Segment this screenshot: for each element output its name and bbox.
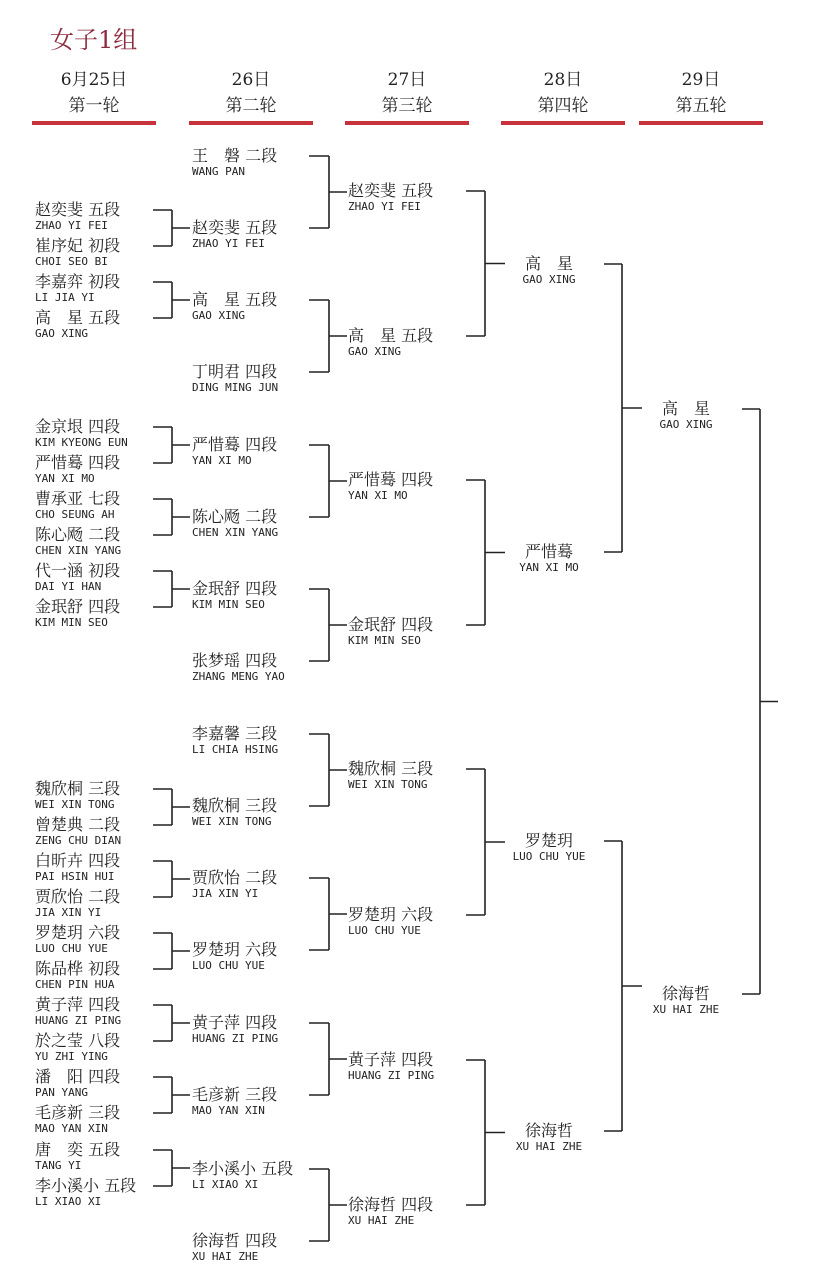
player-name-en: HUANG ZI PING: [348, 1069, 435, 1082]
round-name: 第一轮: [68, 96, 120, 116]
group-title: 女子1组: [50, 26, 138, 54]
player-name-cn: 张梦瑶 四段: [192, 651, 278, 670]
player-name-cn: 金京垠 四段: [35, 417, 121, 436]
player-name-en: ZENG CHU DIAN: [35, 834, 122, 847]
player-name-cn: 严惜蓦 四段: [35, 453, 121, 472]
player-name-en: LI CHIA HSING: [192, 743, 279, 756]
player-name-en: MAO YAN XIN: [192, 1104, 265, 1117]
player-name-en: ZHAO YI FEI: [348, 200, 421, 213]
player-name-en: CHEN XIN YANG: [192, 526, 279, 539]
player-name-en: WEI XIN TONG: [192, 815, 272, 828]
player-name-cn: 罗楚玥 六段: [192, 940, 278, 959]
player-name-en: KIM MIN SEO: [35, 616, 108, 629]
player-name-cn: 罗楚玥 六段: [35, 923, 121, 942]
player-name-en: YAN XI MO: [519, 561, 579, 574]
player-name-en: JIA XIN YI: [192, 887, 259, 900]
player-name-cn: 王 磐 二段: [192, 146, 278, 165]
player-name-en: YAN XI MO: [35, 472, 95, 485]
player-name-en: GAO XING: [659, 418, 713, 431]
round-date: 6月25日: [60, 70, 128, 90]
player-name-cn: 代一涵 初段: [35, 561, 121, 580]
player-name-cn: 李嘉弈 初段: [35, 272, 121, 291]
player-name-en: XU HAI ZHE: [348, 1214, 415, 1227]
player-name-cn: 毛彦新 三段: [192, 1085, 278, 1104]
player-name-cn: 於之莹 八段: [35, 1031, 121, 1050]
player-name-cn: 金珉舒 四段: [35, 597, 121, 616]
round-date: 27日: [387, 70, 427, 90]
player-name-cn: 赵奕斐 五段: [348, 181, 434, 200]
player-name-cn: 金珉舒 四段: [192, 579, 278, 598]
player-name-en: CHEN PIN HUA: [35, 978, 115, 991]
player-name-en: LI XIAO XI: [35, 1195, 102, 1208]
player-name-cn: 罗楚玥 六段: [348, 905, 434, 924]
player-name-en: TANG YI: [35, 1159, 82, 1172]
player-name-en: XU HAI ZHE: [652, 1003, 720, 1016]
player-name-cn: 徐海哲: [524, 1121, 573, 1140]
player-name-cn: 徐海哲 四段: [348, 1195, 434, 1214]
player-name-cn: 丁明君 四段: [192, 362, 278, 381]
player-name-en: XU HAI ZHE: [515, 1140, 583, 1153]
player-name-en: LUO CHU YUE: [512, 850, 586, 863]
player-name-en: ZHAO YI FEI: [192, 237, 265, 250]
round-name: 第五轮: [675, 96, 727, 116]
player-name-en: ZHAO YI FEI: [35, 219, 108, 232]
player-name-cn: 贾欣怡 二段: [192, 868, 278, 887]
player-name-cn: 严惜蓦 四段: [192, 435, 278, 454]
player-name-en: CHOI SEO BI: [35, 255, 108, 268]
player-name-en: PAN YANG: [35, 1086, 88, 1099]
player-name-cn: 严惜蓦 四段: [348, 470, 434, 489]
player-name-en: WEI XIN TONG: [348, 778, 428, 791]
player-name-en: GAO XING: [348, 345, 401, 358]
player-name-en: LI JIA YI: [35, 291, 95, 304]
player-name-cn: 陈心飏 二段: [192, 507, 278, 526]
player-name-cn: 曾楚典 二段: [35, 815, 121, 834]
player-name-cn: 陈心飏 二段: [35, 525, 121, 544]
player-name-en: WANG PAN: [192, 165, 245, 178]
player-name-cn: 赵奕斐 五段: [35, 200, 121, 219]
player-name-cn: 徐海哲: [661, 984, 710, 1003]
player-name-cn: 魏欣桐 三段: [192, 796, 278, 815]
round-name: 第四轮: [537, 96, 589, 116]
player-name-en: YAN XI MO: [348, 489, 408, 502]
player-name-en: HUANG ZI PING: [192, 1032, 279, 1045]
player-name-en: HUANG ZI PING: [35, 1014, 122, 1027]
player-name-cn: 高 星 五段: [35, 308, 121, 327]
player-name-cn: 徐海哲 四段: [192, 1231, 278, 1250]
player-name-cn: 陈品桦 初段: [35, 959, 121, 978]
round-date: 26日: [231, 70, 271, 90]
player-name-cn: 魏欣桐 三段: [35, 779, 121, 798]
player-name-cn: 毛彦新 三段: [35, 1103, 121, 1122]
player-name-en: LI XIAO XI: [192, 1178, 259, 1191]
player-name-en: DING MING JUN: [192, 381, 279, 394]
player-name-cn: 李小溪小 五段: [192, 1159, 294, 1178]
round-date: 28日: [543, 70, 583, 90]
player-name-en: PAI HSIN HUI: [35, 870, 115, 883]
player-name-cn: 罗楚玥: [524, 831, 573, 850]
player-name-en: CHEN XIN YANG: [35, 544, 122, 557]
player-name-en: MAO YAN XIN: [35, 1122, 108, 1135]
player-name-cn: 魏欣桐 三段: [348, 759, 434, 778]
player-name-cn: 严惜蓦: [524, 542, 573, 561]
player-name-cn: 白昕卉 四段: [35, 851, 121, 870]
player-name-cn: 高 星 五段: [348, 326, 434, 345]
player-name-cn: 金珉舒 四段: [348, 615, 434, 634]
player-name-cn: 高 星 五段: [192, 290, 278, 309]
player-name-en: ZHANG MENG YAO: [192, 670, 285, 683]
player-name-cn: 曹承亚 七段: [35, 489, 121, 508]
player-name-cn: 崔序妃 初段: [35, 236, 121, 255]
player-name-en: LUO CHU YUE: [35, 942, 108, 955]
player-name-en: GAO XING: [35, 327, 88, 340]
player-name-en: JIA XIN YI: [35, 906, 102, 919]
player-name-cn: 黄子萍 四段: [35, 995, 121, 1014]
player-name-en: KIM KYEONG EUN: [35, 436, 128, 449]
player-name-cn: 高 星: [661, 399, 710, 418]
player-name-en: LUO CHU YUE: [348, 924, 421, 937]
player-name-cn: 赵奕斐 五段: [192, 218, 278, 237]
player-name-en: KIM MIN SEO: [192, 598, 265, 611]
player-name-en: XU HAI ZHE: [192, 1250, 259, 1263]
player-name-cn: 潘 阳 四段: [35, 1067, 121, 1086]
player-name-cn: 黄子萍 四段: [192, 1013, 278, 1032]
round-name: 第三轮: [381, 96, 433, 116]
player-name-en: GAO XING: [192, 309, 245, 322]
player-name-en: GAO XING: [522, 273, 576, 286]
player-name-cn: 贾欣怡 二段: [35, 887, 121, 906]
player-name-cn: 唐 奕 五段: [35, 1140, 121, 1159]
player-name-cn: 李嘉馨 三段: [192, 724, 278, 743]
player-name-en: KIM MIN SEO: [348, 634, 421, 647]
player-name-en: YU ZHI YING: [35, 1050, 108, 1063]
player-name-en: YAN XI MO: [192, 454, 252, 467]
player-name-en: LUO CHU YUE: [192, 959, 265, 972]
round-name: 第二轮: [225, 96, 277, 116]
player-name-cn: 李小溪小 五段: [35, 1176, 137, 1195]
player-name-en: WEI XIN TONG: [35, 798, 115, 811]
round-date: 29日: [681, 70, 721, 90]
player-name-en: CHO SEUNG AH: [35, 508, 115, 521]
player-name-en: DAI YI HAN: [35, 580, 102, 593]
player-name-cn: 高 星: [524, 254, 573, 273]
player-name-cn: 黄子萍 四段: [348, 1050, 434, 1069]
